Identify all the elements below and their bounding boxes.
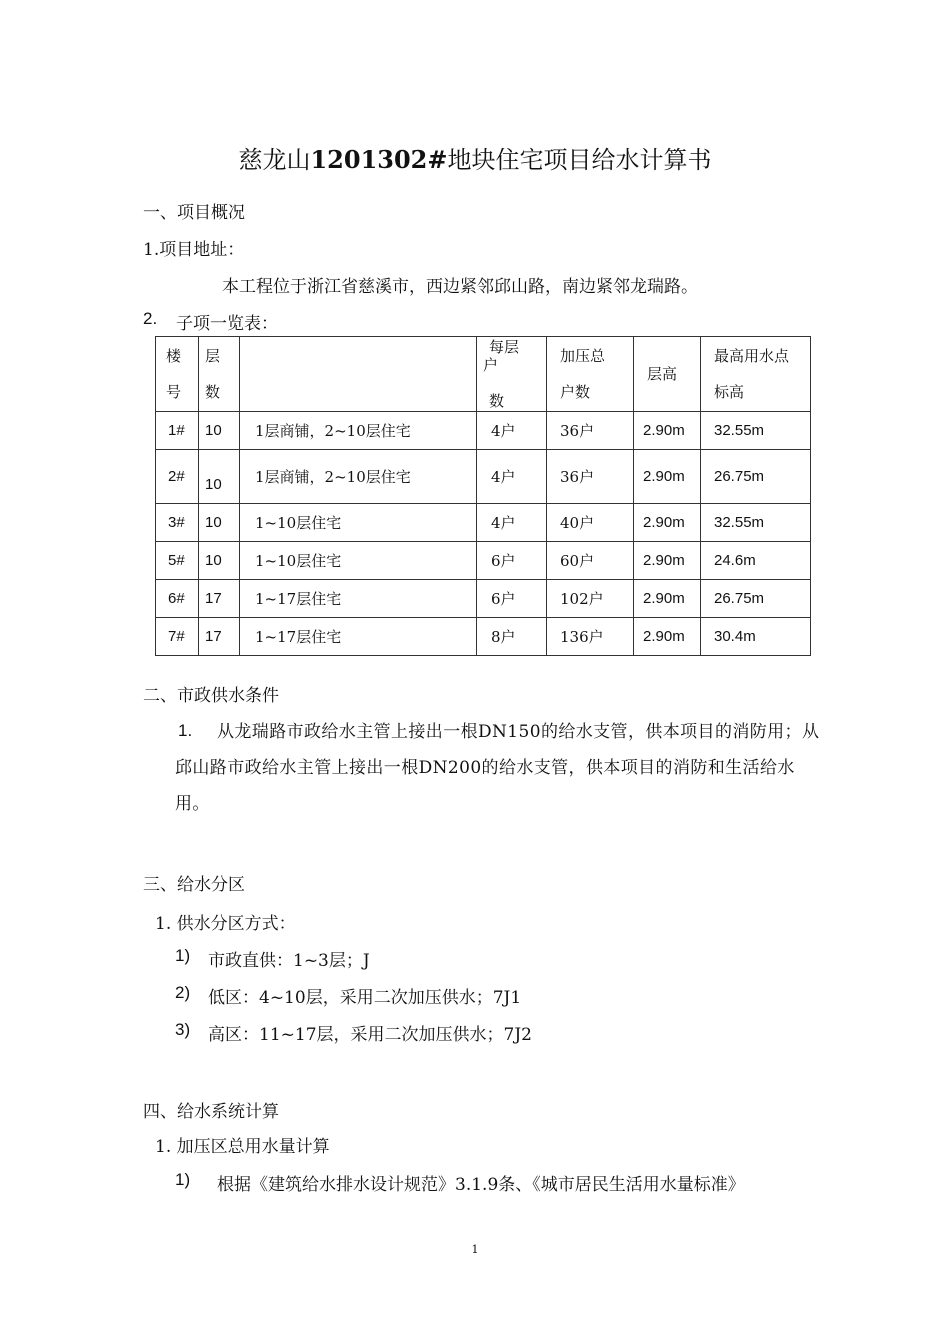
cell-floors: 10 bbox=[199, 450, 240, 504]
cell-height: 2.90m bbox=[634, 580, 701, 618]
cell-top-elevation: 32.55m bbox=[701, 412, 811, 450]
zone-number: 2) bbox=[175, 983, 191, 1002]
section-2-heading: 二、市政供水条件 bbox=[143, 686, 279, 706]
cell-per-floor: 6户 bbox=[477, 580, 547, 618]
zoning-method: 1. 供水分区方式： bbox=[155, 914, 296, 934]
header-floor-height: 层高 bbox=[634, 337, 701, 412]
title-suffix: 地块住宅项目给水计算书 bbox=[447, 146, 712, 174]
pressurized-demand-heading: 1. 加压区总用水量计算 bbox=[155, 1137, 330, 1157]
calc-item-number: 1) bbox=[175, 1170, 191, 1189]
cell-height: 2.90m bbox=[634, 412, 701, 450]
cell-per-floor: 6户 bbox=[477, 542, 547, 580]
cell-per-floor: 8户 bbox=[477, 618, 547, 656]
section-3-heading: 三、给水分区 bbox=[143, 875, 245, 895]
section-2-item-number: 1. bbox=[178, 721, 193, 740]
table-row bbox=[156, 450, 811, 504]
header-blank bbox=[240, 337, 477, 412]
cell-pressurized: 36户 bbox=[547, 412, 634, 450]
header-pressurized-households: 加压总 户数 bbox=[547, 337, 634, 412]
zone-item: 低区：4~10层，采用二次加压供水；7J1 bbox=[208, 988, 522, 1008]
table-row bbox=[156, 412, 811, 450]
cell-per-floor: 4户 bbox=[477, 412, 547, 450]
cell-floors: 10 bbox=[199, 542, 240, 580]
table-row bbox=[156, 542, 811, 580]
cell-height: 2.90m bbox=[634, 450, 701, 504]
cell-use: 1~10层住宅 bbox=[240, 542, 477, 580]
cell-use: 1层商铺，2~10层住宅 bbox=[240, 450, 477, 504]
cell-building: 2# bbox=[156, 450, 199, 504]
cell-height: 2.90m bbox=[634, 618, 701, 656]
project-address-text: 本工程位于浙江省慈溪市，西边紧邻邱山路，南边紧邻龙瑞路。 bbox=[222, 277, 698, 297]
cell-building: 3# bbox=[156, 504, 199, 542]
page-number: 1 bbox=[471, 1243, 479, 1256]
cell-pressurized: 102户 bbox=[547, 580, 634, 618]
item-subproject-list: 子项一览表： bbox=[176, 314, 278, 334]
cell-pressurized: 40户 bbox=[547, 504, 634, 542]
cell-use: 1~17层住宅 bbox=[240, 580, 477, 618]
cell-building: 5# bbox=[156, 542, 199, 580]
table-row bbox=[156, 618, 811, 656]
cell-top-elevation: 26.75m bbox=[701, 580, 811, 618]
subproject-table bbox=[155, 336, 811, 656]
cell-use: 1~10层住宅 bbox=[240, 504, 477, 542]
section-1-heading: 一、项目概况 bbox=[143, 203, 245, 223]
cell-top-elevation: 26.75m bbox=[701, 450, 811, 504]
header-building: 楼 号 bbox=[156, 337, 199, 412]
item-project-address: 1.项目地址： bbox=[143, 240, 245, 260]
cell-floors: 17 bbox=[199, 580, 240, 618]
title-code: 1201302# bbox=[310, 145, 448, 174]
cell-top-elevation: 30.4m bbox=[701, 618, 811, 656]
title-prefix: 慈龙山 bbox=[238, 146, 311, 174]
cell-building: 7# bbox=[156, 618, 199, 656]
cell-use: 1层商铺，2~10层住宅 bbox=[240, 412, 477, 450]
zone-item: 市政直供：1~3层；J bbox=[208, 951, 370, 971]
cell-height: 2.90m bbox=[634, 542, 701, 580]
cell-building: 6# bbox=[156, 580, 199, 618]
zone-number: 1) bbox=[175, 946, 191, 965]
cell-top-elevation: 24.6m bbox=[701, 542, 811, 580]
cell-per-floor: 4户 bbox=[477, 504, 547, 542]
cell-top-elevation: 32.55m bbox=[701, 504, 811, 542]
zone-number: 3) bbox=[175, 1020, 191, 1039]
cell-per-floor: 4户 bbox=[477, 450, 547, 504]
table-row bbox=[156, 504, 811, 542]
header-households-per-floor: 每层 户 数 bbox=[477, 337, 547, 412]
cell-floors: 10 bbox=[199, 504, 240, 542]
table-row bbox=[156, 580, 811, 618]
cell-floors: 17 bbox=[199, 618, 240, 656]
zone-item: 高区：11~17层，采用二次加压供水；7J2 bbox=[208, 1025, 532, 1045]
document-title bbox=[0, 140, 950, 175]
section-4-heading: 四、给水系统计算 bbox=[143, 1102, 279, 1122]
table-header-row bbox=[156, 337, 811, 412]
cell-pressurized: 36户 bbox=[547, 450, 634, 504]
calc-item-text: 根据《建筑给水排水设计规范》3.1.9条、《城市居民生活用水量标准》 bbox=[217, 1175, 745, 1195]
cell-pressurized: 136户 bbox=[547, 618, 634, 656]
cell-building: 1# bbox=[156, 412, 199, 450]
supply-conditions-text: 从龙瑞路市政给水主管上接出一根DN150的给水支管，供本项目的消防用；从邱山路市政给水主管上接出一根DN200的给水支管，供本项目的消防和生活给水用。 bbox=[175, 722, 820, 814]
item-2-number: 2. bbox=[143, 309, 158, 328]
cell-floors: 10 bbox=[199, 412, 240, 450]
header-top-outlet-elevation: 最高用水点 标高 bbox=[701, 337, 811, 412]
cell-pressurized: 60户 bbox=[547, 542, 634, 580]
cell-use: 1~17层住宅 bbox=[240, 618, 477, 656]
header-floors: 层 数 bbox=[199, 337, 240, 412]
cell-height: 2.90m bbox=[634, 504, 701, 542]
